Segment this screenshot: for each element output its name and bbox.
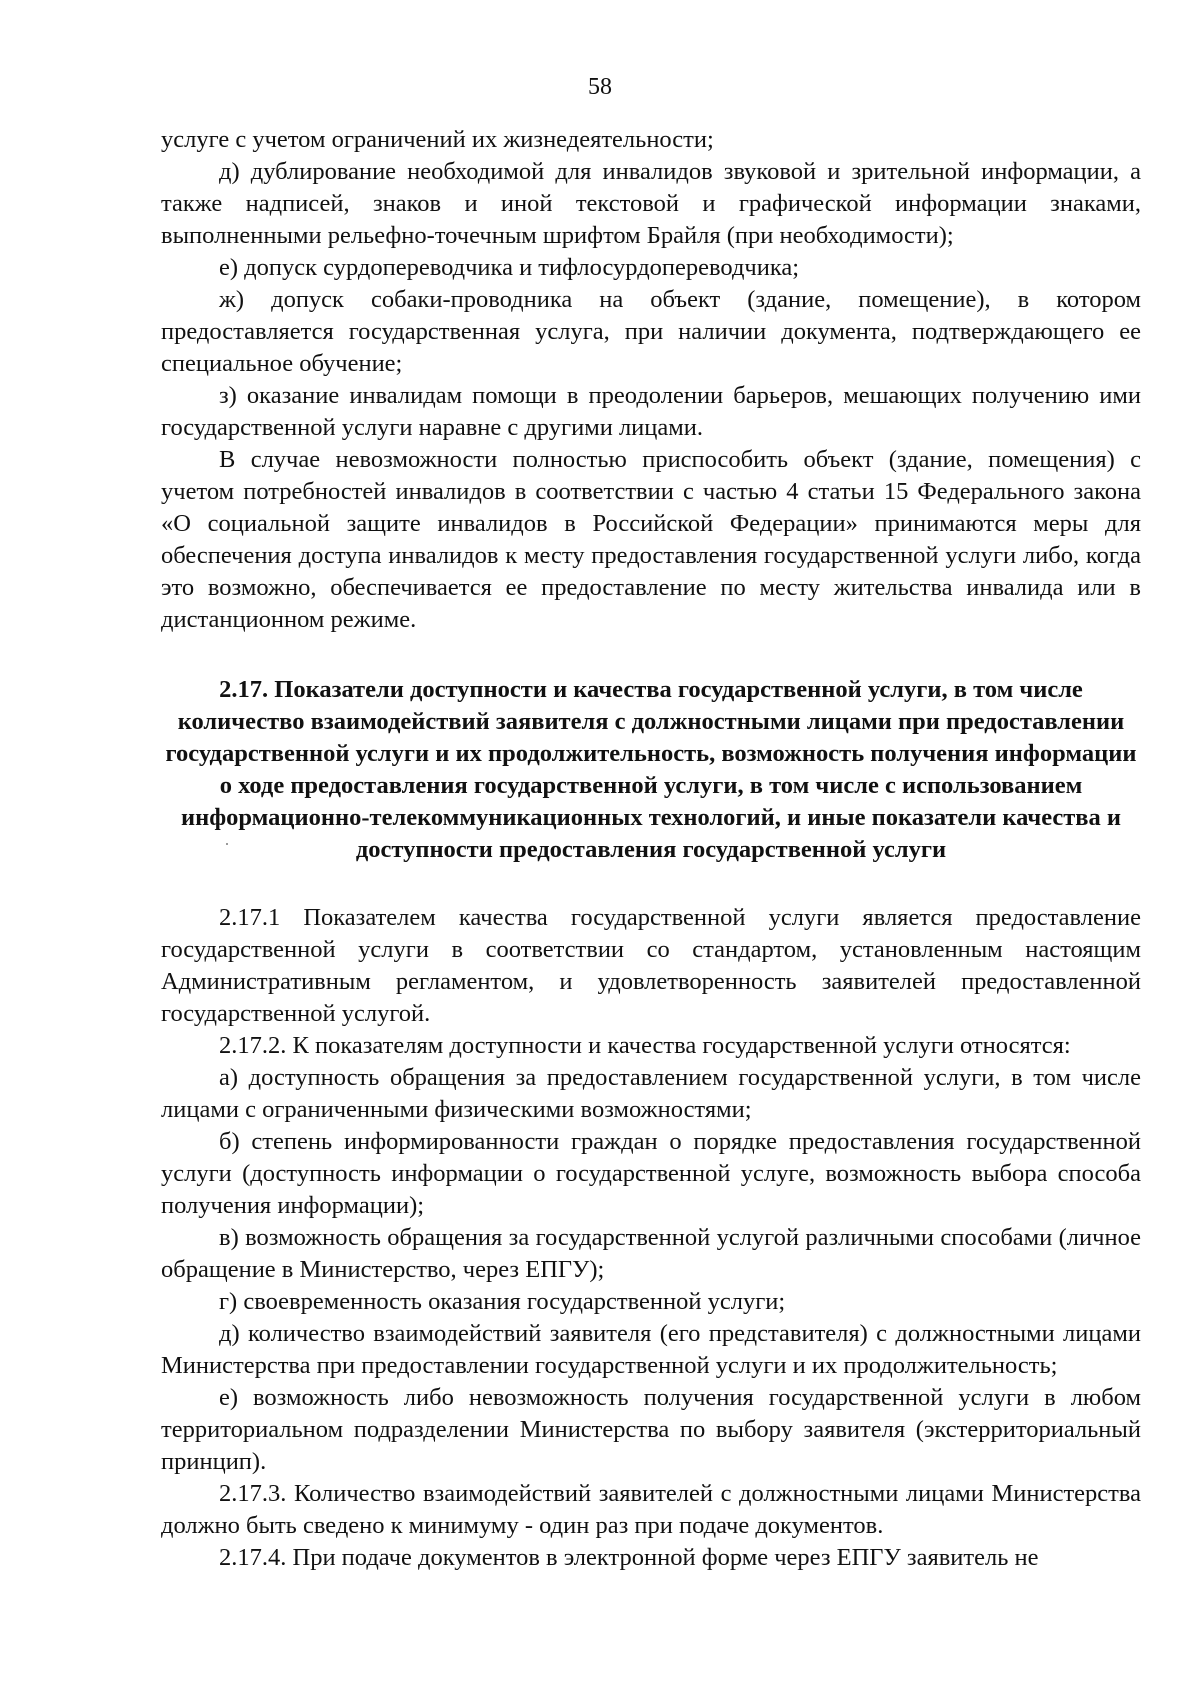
list-item-g: г) своевременность оказания государственной услуги; xyxy=(219,1288,786,1315)
scan-speck xyxy=(226,843,228,845)
list-item-d: д) дублирование необходимой для инвалидов звуковой и зрительной информации, а также надписей, знаков и иной текстовой и графической информации знаками, выполненными рельефно-точечным шрифтом Брайля (при необходимости); xyxy=(161,158,1141,249)
list-item-e: е) допуск сурдопереводчика и тифлосурдопереводчика; xyxy=(219,254,800,281)
list-item-e2: е) возможность либо невозможность получения государственной услуги в любом территориальном подразделении Министерства по выбору заявителя (экстерриториальный принцип). xyxy=(161,1384,1141,1475)
list-item-v: в) возможность обращения за государственной услугой различными способами (личное обращение в Министерство, через ЕПГУ); xyxy=(161,1224,1141,1283)
paragraph-2-17-4: 2.17.4. При подаче документов в электронной форме через ЕПГУ заявитель не xyxy=(219,1544,1039,1571)
paragraph-impossibility: В случае невозможности полностью приспособить объект (здание, помещения) с учетом потребностей инвалидов в соответствии с частью 4 статьи 15 Федерального закона «О социальной защите инвалидов в Российской Федерации» принимаются меры для обеспечения доступа инвалидов к месту предоставления государственной услуги либо, когда это возможно, обеспечивается ее предоставление по месту жительства инвалида или в дистанционном режиме. xyxy=(161,446,1141,633)
list-item-z: з) оказание инвалидам помощи в преодолении барьеров, мешающих получению ими государственной услуги наравне с другими лицами. xyxy=(161,382,1141,441)
list-item-b: б) степень информированности граждан о порядке предоставления государственной услуги (доступность информации о государственной услуге, возможность выбора способа получения информации); xyxy=(161,1128,1141,1219)
page-number: 58 xyxy=(588,74,612,100)
list-item-a: а) доступность обращения за предоставлением государственной услуги, в том числе лицами с ограниченными физическими возможностями; xyxy=(161,1064,1141,1123)
document-body xyxy=(161,124,1141,1574)
list-item-d2: д) количество взаимодействий заявителя (его представителя) с должностными лицами Министерства при предоставлении государственной услуги и их продолжительность; xyxy=(161,1320,1141,1379)
list-item-zh: ж) допуск собаки-проводника на объект (здание, помещение), в котором предоставляется государственная услуга, при наличии документа, подтверждающего ее специальное обучение; xyxy=(161,286,1141,377)
paragraph-2-17-1: 2.17.1 Показателем качества государственной услуги является предоставление государственной услуги в соответствии со стандартом, установленным настоящим Административным регламентом, и удовлетворенность заявителей предоставленной государственной услугой. xyxy=(161,904,1141,1027)
paragraph-continuation: услуге с учетом ограничений их жизнедеятельности; xyxy=(161,126,714,153)
section-heading-2-17: 2.17. Показатели доступности и качества государственной услуги, в том числе количество взаимодействий заявителя с должностными лицами при предоставлении государственной услуги и их продолжительность, возможность получения информации о ходе предоставления государственной услуги, в том числе с использованием информационно-телекоммуникационных технологий, и иные показатели качества и доступности предоставления государственной услуги xyxy=(165,676,1137,863)
paragraph-2-17-3: 2.17.3. Количество взаимодействий заявителей с должностными лицами Министерства должно быть сведено к минимуму - один раз при подаче документов. xyxy=(161,1480,1141,1539)
paragraph-2-17-2: 2.17.2. К показателям доступности и качества государственной услуги относятся: xyxy=(219,1032,1071,1059)
